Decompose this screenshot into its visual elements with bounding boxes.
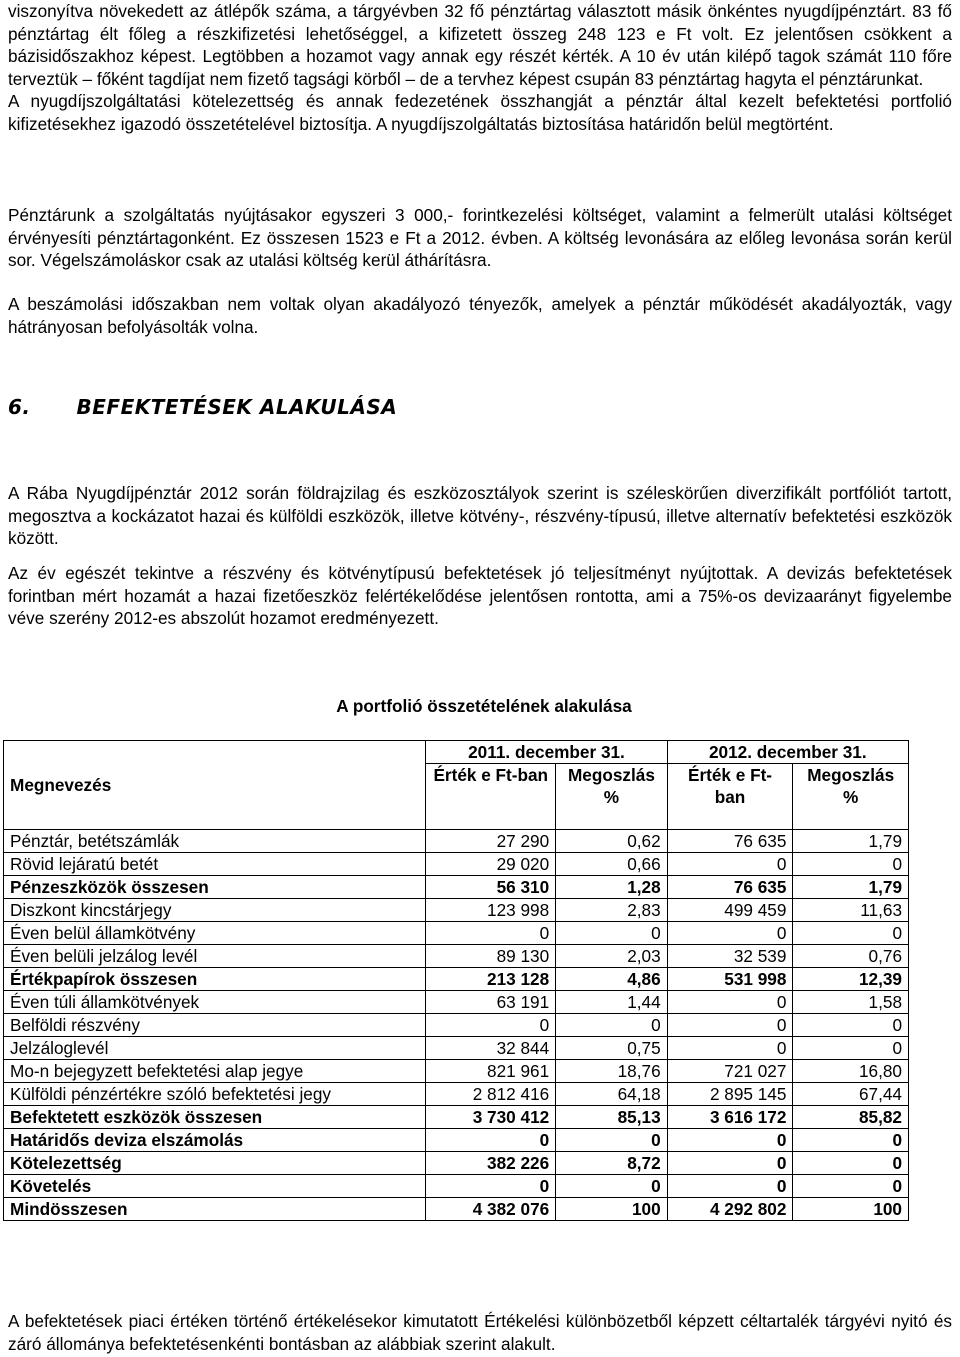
share-2011: 1,44 xyxy=(556,991,667,1014)
share-2012: 0 xyxy=(793,1037,909,1060)
table-row xyxy=(4,991,909,1014)
table-title: A portfolió összetételének alakulása xyxy=(336,696,632,716)
paragraph: A befektetések piaci értéken történő értékelésekor kimutatott Értékelési különbözetből képzett céltartalék tárgyévi nyitó és záró állománya befektetésenkénti bontásban az alábbiak szerint alakult. xyxy=(8,1311,952,1354)
portfolio-table xyxy=(3,740,909,1221)
paragraph: viszonyítva növekedett az átlépők száma, a tárgyévben 32 fő pénztártag választott másik önkéntes nyugdíjpénztárt. 83 fő pénztártag élt főleg a részkifizetési lehetőséggel, a kifizetett összeg 248 123 e Ft volt. Ez jelentősen csökkent a bázisidőszakhoz képest. Legtöbben a hozamot vagy annak egy részét kérték. A 10 év után kilépő tagok számát 110 főre terveztük – főként tagdíjat nem fizető tagsági körből – de a tervhez képest csupán 83 pénztártag hagyta el pénztárunkat. xyxy=(8,1,952,89)
share-2012: 85,82 xyxy=(793,1106,909,1129)
table-row xyxy=(4,922,909,945)
value-2011-header: Érték e Ft-ban xyxy=(426,764,556,830)
share-2012: 11,63 xyxy=(793,899,909,922)
table-row xyxy=(4,1106,909,1129)
value-2011: 32 844 xyxy=(426,1037,556,1060)
row-name: Pénzeszközök összesen xyxy=(4,876,426,899)
share-2012: 67,44 xyxy=(793,1083,909,1106)
value-2011: 29 020 xyxy=(426,853,556,876)
table-row xyxy=(4,945,909,968)
share-2012: 0 xyxy=(793,1129,909,1152)
table-header-row xyxy=(4,741,909,764)
period-2012-header: 2012. december 31. xyxy=(667,741,908,764)
section-title: BEFEKTETÉSEK ALAKULÁSA xyxy=(76,395,398,419)
value-2011: 27 290 xyxy=(426,830,556,853)
table-row xyxy=(4,968,909,991)
value-2012: 0 xyxy=(667,1129,793,1152)
value-2012: 76 635 xyxy=(667,876,793,899)
row-name: Diszkont kincstárjegy xyxy=(4,899,426,922)
share-2012-header: Megoszlás % xyxy=(793,764,909,830)
table-row xyxy=(4,1152,909,1175)
share-2012: 1,79 xyxy=(793,830,909,853)
paragraph: Pénztárunk a szolgáltatás nyújtásakor egyszeri 3 000,- forintkezelési költséget, valamint a felmerült utalási költséget érvényesíti pénztártagonként. Ez összesen 1523 e Ft a 2012. évben. A költség levonására az előleg levonása során kerül sor. Végelszámoláskor csak az utalási költség kerül áthárításra. xyxy=(8,205,952,270)
share-2011: 0 xyxy=(556,1129,667,1152)
table-row xyxy=(4,876,909,899)
share-2011: 85,13 xyxy=(556,1106,667,1129)
value-2011: 0 xyxy=(426,1129,556,1152)
name-column-header: Megnevezés xyxy=(4,741,426,830)
value-2012: 0 xyxy=(667,991,793,1014)
value-2011: 382 226 xyxy=(426,1152,556,1175)
value-2011: 2 812 416 xyxy=(426,1083,556,1106)
share-2011: 2,03 xyxy=(556,945,667,968)
share-2011: 0,75 xyxy=(556,1037,667,1060)
value-2011: 0 xyxy=(426,1014,556,1037)
period-2011-header: 2011. december 31. xyxy=(426,741,667,764)
row-name: Értékpapírok összesen xyxy=(4,968,426,991)
share-2012: 16,80 xyxy=(793,1060,909,1083)
value-2011: 4 382 076 xyxy=(426,1198,556,1221)
paragraph: A nyugdíjszolgáltatási kötelezettség és annak fedezetének összhangját a pénztár által kezelt befektetési portfolió kifizetésekhez igazodó összetételével biztosítja. A nyugdíjszolgáltatás biztosítása határidőn belül megtörtént. xyxy=(8,91,952,134)
value-2012: 0 xyxy=(667,1037,793,1060)
table-row xyxy=(4,853,909,876)
row-name: Kötelezettség xyxy=(4,1152,426,1175)
table-row xyxy=(4,1037,909,1060)
performance-text-block xyxy=(8,562,952,630)
table-row xyxy=(4,1129,909,1152)
value-2012: 32 539 xyxy=(667,945,793,968)
share-2011: 8,72 xyxy=(556,1152,667,1175)
row-name: Külföldi pénzértékre szóló befektetési jegy xyxy=(4,1083,426,1106)
table-row xyxy=(4,1014,909,1037)
share-2012: 1,58 xyxy=(793,991,909,1014)
share-2012: 0,76 xyxy=(793,945,909,968)
table-row xyxy=(4,1175,909,1198)
table-row xyxy=(4,1198,909,1221)
share-2012: 100 xyxy=(793,1198,909,1221)
share-2012: 0 xyxy=(793,1175,909,1198)
value-2011: 89 130 xyxy=(426,945,556,968)
share-2011: 4,86 xyxy=(556,968,667,991)
row-name: Éven belüli jelzálog levél xyxy=(4,945,426,968)
value-2012: 0 xyxy=(667,922,793,945)
diversification-text-block xyxy=(8,482,952,550)
table-row xyxy=(4,1083,909,1106)
table-row xyxy=(4,1060,909,1083)
share-2012: 0 xyxy=(793,1014,909,1037)
share-2011: 0 xyxy=(556,1175,667,1198)
row-name: Éven belül államkötvény xyxy=(4,922,426,945)
table-row xyxy=(4,830,909,853)
row-name: Jelzáloglevél xyxy=(4,1037,426,1060)
row-name: Rövid lejáratú betét xyxy=(4,853,426,876)
share-2012: 12,39 xyxy=(793,968,909,991)
share-2012: 1,79 xyxy=(793,876,909,899)
share-2011: 64,18 xyxy=(556,1083,667,1106)
row-name: Belföldi részvény xyxy=(4,1014,426,1037)
value-2011: 821 961 xyxy=(426,1060,556,1083)
section-number: 6. xyxy=(8,395,31,419)
closing-text-block xyxy=(8,1310,952,1355)
value-2012: 2 895 145 xyxy=(667,1083,793,1106)
paragraph: Az év egészét tekintve a részvény és kötvénytípusú befektetések jó teljesítményt nyújtottak. A devizás befektetések forintban mért hozamát a hazai fizetőeszköz felértékelődése jelentősen rontotta, ami a 75%-os devizaarányt figyelembe véve szerény 2012-es abszolút hozamot eredményezett. xyxy=(8,563,952,628)
value-2011: 56 310 xyxy=(426,876,556,899)
paragraph: A beszámolási időszakban nem voltak olyan akadályozó tényezők, amelyek a pénztár működését akadályozták, vagy hátrányosan befolyásolták volna. xyxy=(8,294,952,337)
value-2011: 0 xyxy=(426,1175,556,1198)
value-2012-header: Érték e Ft-ban xyxy=(667,764,793,830)
row-name: Mindösszesen xyxy=(4,1198,426,1221)
share-2012: 0 xyxy=(793,922,909,945)
value-2012: 4 292 802 xyxy=(667,1198,793,1221)
share-2012: 0 xyxy=(793,853,909,876)
share-2012: 0 xyxy=(793,1152,909,1175)
share-2011: 0 xyxy=(556,1014,667,1037)
value-2011: 213 128 xyxy=(426,968,556,991)
value-2012: 76 635 xyxy=(667,830,793,853)
value-2012: 499 459 xyxy=(667,899,793,922)
table-body xyxy=(4,830,909,1221)
obstacle-text-block xyxy=(8,293,952,338)
row-name: Pénztár, betétszámlák xyxy=(4,830,426,853)
row-name: Követelés xyxy=(4,1175,426,1198)
row-name: Határidős deviza elszámolás xyxy=(4,1129,426,1152)
share-2011: 0,66 xyxy=(556,853,667,876)
value-2012: 531 998 xyxy=(667,968,793,991)
share-2011: 0,62 xyxy=(556,830,667,853)
value-2012: 3 616 172 xyxy=(667,1106,793,1129)
value-2011: 0 xyxy=(426,922,556,945)
cost-text-block xyxy=(8,204,952,272)
value-2012: 0 xyxy=(667,1175,793,1198)
row-name: Mo-n bejegyzett befektetési alap jegye xyxy=(4,1060,426,1083)
share-2011-header: Megoszlás % xyxy=(556,764,667,830)
value-2012: 0 xyxy=(667,853,793,876)
value-2011: 3 730 412 xyxy=(426,1106,556,1129)
value-2012: 721 027 xyxy=(667,1060,793,1083)
share-2011: 18,76 xyxy=(556,1060,667,1083)
share-2011: 2,83 xyxy=(556,899,667,922)
row-name: Éven túli államkötvények xyxy=(4,991,426,1014)
share-2011: 1,28 xyxy=(556,876,667,899)
paragraph: A Rába Nyugdíjpénztár 2012 során földrajzilag és eszközosztályok szerint is széleskörűen diverzifikált portfóliót tartott, megosztva a kockázatot hazai és külföldi eszközök, illetve kötvény-, részvény-típusú, illetve alternatív befektetési eszközök között. xyxy=(8,483,952,548)
share-2011: 0 xyxy=(556,922,667,945)
row-name: Befektetett eszközök összesen xyxy=(4,1106,426,1129)
share-2011: 100 xyxy=(556,1198,667,1221)
value-2011: 63 191 xyxy=(426,991,556,1014)
section-heading xyxy=(8,396,397,419)
table-row xyxy=(4,899,909,922)
value-2012: 0 xyxy=(667,1014,793,1037)
value-2012: 0 xyxy=(667,1152,793,1175)
intro-text-block xyxy=(8,0,952,135)
value-2011: 123 998 xyxy=(426,899,556,922)
